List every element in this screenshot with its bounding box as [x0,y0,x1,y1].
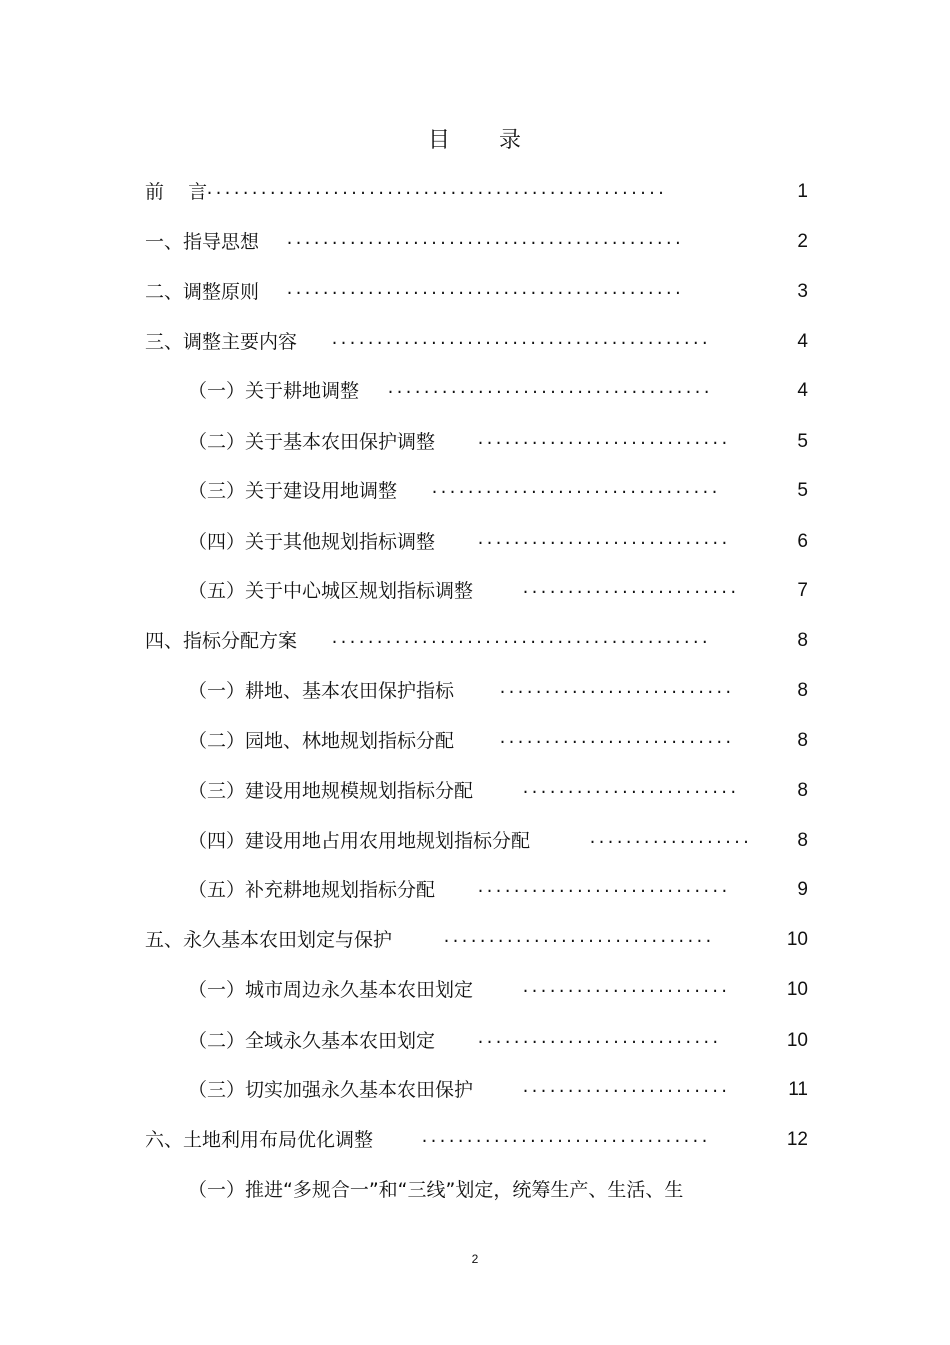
toc-entry-label: （二）园地、林地规划指标分配 [188,730,455,752]
toc-leader-dots: .................................... [386,379,712,397]
toc-entry-label: （一）城市周边永久基本农田划定 [188,979,474,1001]
toc-page-number: 1 [797,181,808,202]
toc-entry-label: （二）关于基本农田保护调整 [188,431,436,453]
toc-page-number: 2 [797,231,808,252]
toc-leader-dots: ....................... [521,1078,729,1096]
toc-entry-label: （五）关于中心城区规划指标调整 [188,580,474,602]
toc-leader-dots: ................................ [420,1128,709,1146]
toc-leader-dots: ........................... [476,1029,720,1047]
toc-leader-dots: .......................... [498,729,733,747]
toc-leader-dots: .............................. [442,928,713,946]
toc-entry-label: 二、调整原则 [145,281,260,303]
toc-leader-dots: .......................................... [330,629,710,647]
toc-page-number: 10 [786,929,808,950]
toc-page-number: 7 [797,580,808,601]
toc-continued-entry: （一）推进“多规合一”和“三线”划定，统筹生产、生活、生 [188,1179,684,1201]
toc-page-number: 9 [797,879,808,900]
toc-page-number: 11 [788,1079,808,1100]
toc-page-number: 4 [797,331,808,352]
toc-entry-label: 六、土地利用布局优化调整 [145,1129,374,1151]
toc-entry-label: 一、指导思想 [145,231,260,253]
toc-entry-label: （四）关于其他规划指标调整 [188,531,436,553]
toc-page-number: 8 [797,730,808,751]
toc-leader-dots: .......................... [498,679,733,697]
toc-entry-label: （一）关于耕地调整 [188,380,360,402]
toc-leader-dots: ................................ [430,479,719,497]
toc-entry-label: （三）建设用地规模规划指标分配 [188,780,474,802]
toc-page-number: 10 [786,979,808,1000]
toc-entry-label: （四）建设用地占用农用地规划指标分配 [188,830,531,852]
toc-leader-dots: ........................ [521,579,738,597]
toc-entry-label: 三、调整主要内容 [145,331,298,353]
toc-page-number: 12 [786,1129,808,1150]
toc-page-number: 10 [786,1030,808,1051]
toc-entry-label: （三）切实加强永久基本农田保护 [188,1079,474,1101]
toc-entry-label: （二）全域永久基本农田划定 [188,1030,436,1052]
toc-page-number: 4 [797,380,808,401]
toc-entry-label: 前 言 [145,181,208,203]
toc-page-number: 8 [797,680,808,701]
toc-entry-label: 四、指标分配方案 [145,630,298,652]
toc-page-number: 8 [797,630,808,651]
toc-leader-dots: .................. [588,829,751,847]
toc-page-number: 5 [797,480,808,501]
toc-leader-dots: ............................ [476,878,729,896]
toc-entry-label: （三）关于建设用地调整 [188,480,398,502]
toc-leader-dots: ............................................ [285,280,683,298]
toc-leader-dots: ............................ [476,430,729,448]
toc-leader-dots: ........................ [521,779,738,797]
toc-title: 目 录 [428,128,522,153]
toc-leader-dots: ............................................ [285,230,683,248]
toc-page-number: 3 [797,281,808,302]
toc-entry-label: （五）补充耕地规划指标分配 [188,879,436,901]
toc-entry-label: （一）耕地、基本农田保护指标 [188,680,455,702]
toc-page-number: 6 [797,531,808,552]
page-number: 2 [471,1252,479,1266]
toc-leader-dots: ................................................... [205,180,666,198]
toc-leader-dots: .......................................... [330,330,710,348]
toc-page-number: 8 [797,780,808,801]
toc-page-number: 8 [797,830,808,851]
toc-entry-label: 五、永久基本农田划定与保护 [145,929,393,951]
toc-leader-dots: ............................ [476,530,729,548]
toc-leader-dots: ....................... [521,978,729,996]
toc-page-number: 5 [797,431,808,452]
